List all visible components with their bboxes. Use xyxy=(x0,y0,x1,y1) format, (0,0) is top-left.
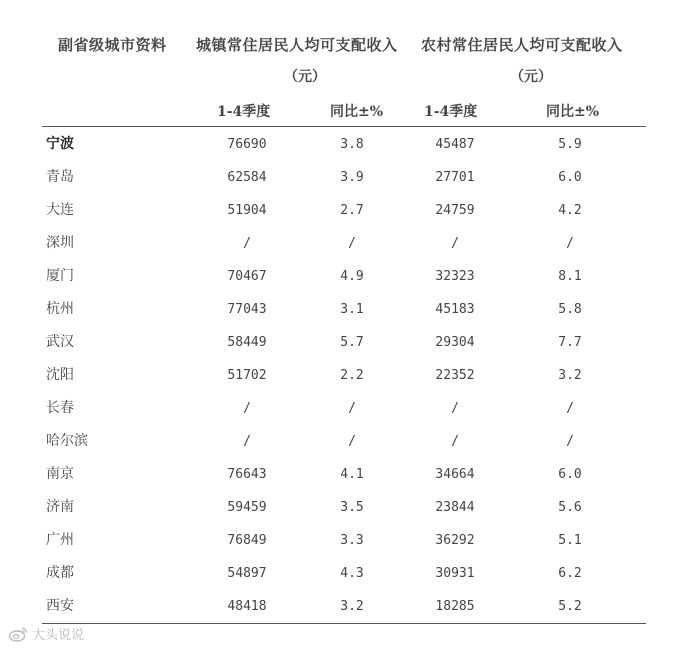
city-name-cell: 宁波 xyxy=(46,136,74,152)
rural-income-cell: 32323 xyxy=(435,269,475,284)
urban-income-cell: 54897 xyxy=(227,566,267,581)
urban-yoy-cell: 3.9 xyxy=(340,170,364,185)
city-name-cell: 济南 xyxy=(46,499,74,515)
rural-income-cell: / xyxy=(451,401,459,416)
table-row xyxy=(0,326,700,359)
urban-income-cell: 62584 xyxy=(227,170,267,185)
table-row xyxy=(0,194,700,227)
urban-yoy-header: 同比±% xyxy=(330,104,384,120)
urban-income-cell: 48418 xyxy=(227,599,267,614)
rural-yoy-cell: 5.2 xyxy=(558,599,582,614)
city-name-cell: 长春 xyxy=(46,400,74,416)
city-name-cell: 沈阳 xyxy=(46,367,74,383)
city-name-cell: 武汉 xyxy=(46,334,74,350)
urban-yoy-cell: 3.8 xyxy=(340,137,364,152)
table-row xyxy=(0,392,700,425)
rural-yoy-cell: 7.7 xyxy=(558,335,582,350)
rural-yoy-cell: / xyxy=(566,401,574,416)
city-name-cell: 西安 xyxy=(46,598,74,614)
rural-yoy-cell: 8.1 xyxy=(558,269,582,284)
city-name-cell: 深圳 xyxy=(46,235,74,251)
rural-income-header: 农村常住居民人均可支配收入 xyxy=(421,36,623,54)
rural-yoy-cell: 5.8 xyxy=(558,302,582,317)
urban-income-cell: 76690 xyxy=(227,137,267,152)
header-divider xyxy=(42,126,646,127)
rural-yoy-cell: 5.6 xyxy=(558,500,582,515)
table-row xyxy=(0,293,700,326)
rural-income-cell: 27701 xyxy=(435,170,475,185)
rural-income-cell: 24759 xyxy=(435,203,475,218)
urban-yoy-cell: / xyxy=(348,434,356,449)
rural-income-cell: 45487 xyxy=(435,137,475,152)
urban-income-header: 城镇常住居民人均可支配收入 xyxy=(196,36,398,54)
rural-yoy-cell: 6.0 xyxy=(558,170,582,185)
urban-yoy-cell: / xyxy=(348,236,356,251)
city-name-cell: 青岛 xyxy=(46,169,74,185)
rural-unit-label: （元） xyxy=(510,69,552,85)
urban-income-cell: 76849 xyxy=(227,533,267,548)
table-row xyxy=(0,557,700,590)
watermark-text: 大头说说 xyxy=(32,628,85,643)
table-row xyxy=(0,260,700,293)
table-row xyxy=(0,524,700,557)
city-name-cell: 厦门 xyxy=(46,268,74,284)
rural-income-cell: 30931 xyxy=(435,566,475,581)
rural-income-cell: 18285 xyxy=(435,599,475,614)
urban-income-cell: / xyxy=(243,401,251,416)
rural-yoy-cell: / xyxy=(566,236,574,251)
urban-income-cell: / xyxy=(243,434,251,449)
rural-income-cell: 45183 xyxy=(435,302,475,317)
watermark xyxy=(8,624,84,646)
rural-yoy-cell: 5.1 xyxy=(558,533,582,548)
table-bottom-rule xyxy=(42,623,646,624)
city-column-header: 副省级城市资料 xyxy=(58,36,167,54)
urban-income-cell: 51702 xyxy=(227,368,267,383)
rural-income-cell: 36292 xyxy=(435,533,475,548)
urban-income-cell: / xyxy=(243,236,251,251)
urban-unit-label: （元） xyxy=(284,69,326,85)
urban-income-cell: 51904 xyxy=(227,203,267,218)
weibo-logo-icon xyxy=(8,626,28,646)
urban-yoy-cell: 5.7 xyxy=(340,335,364,350)
urban-yoy-cell: 2.7 xyxy=(340,203,364,218)
urban-income-cell: 70467 xyxy=(227,269,267,284)
urban-income-cell: 77043 xyxy=(227,302,267,317)
urban-yoy-cell: 4.3 xyxy=(340,566,364,581)
table-row xyxy=(0,458,700,491)
urban-yoy-cell: 3.1 xyxy=(340,302,364,317)
rural-yoy-cell: 6.0 xyxy=(558,467,582,482)
city-name-cell: 哈尔滨 xyxy=(46,433,88,449)
urban-period-header: 1-4季度 xyxy=(217,104,271,120)
rural-yoy-cell: 4.2 xyxy=(558,203,582,218)
urban-income-cell: 59459 xyxy=(227,500,267,515)
city-name-cell: 成都 xyxy=(46,565,74,581)
urban-yoy-cell: 3.3 xyxy=(340,533,364,548)
rural-yoy-cell: 5.9 xyxy=(558,137,582,152)
rural-yoy-cell: / xyxy=(566,434,574,449)
rural-period-header: 1-4季度 xyxy=(424,104,478,120)
rural-income-cell: 22352 xyxy=(435,368,475,383)
city-name-cell: 南京 xyxy=(46,466,74,482)
rural-income-cell: / xyxy=(451,434,459,449)
table-row xyxy=(0,491,700,524)
urban-yoy-cell: 4.1 xyxy=(340,467,364,482)
table-row xyxy=(0,161,700,194)
table-row xyxy=(0,227,700,260)
rural-income-cell: 23844 xyxy=(435,500,475,515)
urban-yoy-cell: 4.9 xyxy=(340,269,364,284)
rural-income-cell: / xyxy=(451,236,459,251)
urban-income-cell: 58449 xyxy=(227,335,267,350)
rural-income-cell: 34664 xyxy=(435,467,475,482)
urban-yoy-cell: 3.5 xyxy=(340,500,364,515)
urban-yoy-cell: 3.2 xyxy=(340,599,364,614)
table-row xyxy=(0,128,700,161)
city-name-cell: 杭州 xyxy=(46,301,74,317)
urban-yoy-cell: 2.2 xyxy=(340,368,364,383)
table-row xyxy=(0,425,700,458)
table-row xyxy=(0,590,700,623)
table-row xyxy=(0,359,700,392)
urban-income-cell: 76643 xyxy=(227,467,267,482)
urban-yoy-cell: / xyxy=(348,401,356,416)
city-name-cell: 广州 xyxy=(46,532,74,548)
rural-yoy-cell: 6.2 xyxy=(558,566,582,581)
city-name-cell: 大连 xyxy=(46,202,74,218)
rural-yoy-cell: 3.2 xyxy=(558,368,582,383)
rural-income-cell: 29304 xyxy=(435,335,475,350)
rural-yoy-header: 同比±% xyxy=(546,104,600,120)
